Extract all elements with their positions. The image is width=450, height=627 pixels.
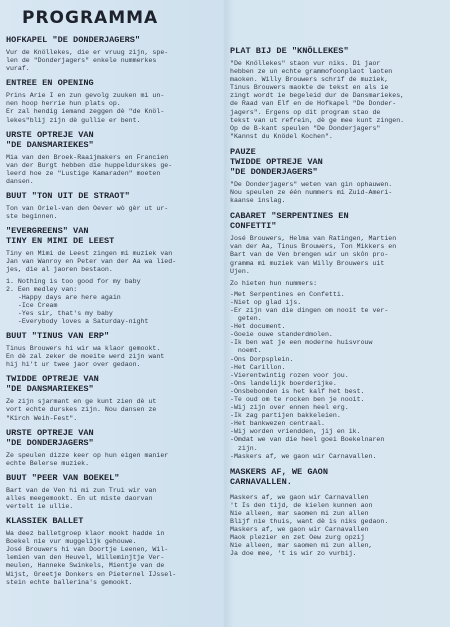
song-list: [230, 291, 446, 461]
list-item: -Ons landelijk boerderijke.: [230, 379, 337, 387]
section-paragraph: Vur de Knöllekes, die er vruug zijn, spe- len de "Donderjagers" enkele nummerkes vuraf.: [6, 49, 169, 73]
section-heading: "EVERGREENS" VAN TINY EN MIMI DE LEEST: [6, 226, 115, 247]
list-item: geten.: [230, 315, 262, 323]
list-item: 1. Nothing is too good for my baby: [6, 277, 141, 285]
song-list: [6, 278, 218, 327]
section-paragraph: Zo hieten hun nummers:: [230, 279, 318, 287]
section-heading: PAUZE TWIDDE OPTREJE VAN "DE DONDERJAGERS": [230, 146, 323, 177]
section-paragraph: "De Donderjagers" weten van gin ophauwen. Nou speulen ze één nummers mi Zuid-Ameri- kaanse inslag.: [230, 180, 393, 205]
section-heading: CABARET "SERPENTINES EN CONFETTI": [230, 211, 349, 232]
left-column: [6, 35, 218, 587]
list-item: -Niet op glad ijs.: [230, 298, 302, 306]
list-item: 2. Een medley van:: [6, 285, 78, 293]
list-item: -Er zijn van die dingen om nooit te ver-: [230, 306, 389, 314]
list-item: -Maskers af, we gaon wir Carnavallen.: [230, 452, 377, 460]
spacer: [230, 487, 446, 490]
list-item: -Het document.: [230, 323, 286, 331]
section-heading: ENTREE EN OPENING: [6, 78, 94, 89]
list-item: -Met Serpentines en Confetti.: [230, 290, 345, 298]
list-item: -Vierentwintig rozen voor jou.: [230, 371, 349, 379]
section-heading: TWIDDE OPTREJE VAN "DE DANSMARIEKES": [6, 374, 99, 395]
section-heading: BUUT "PEER VAN BOEKEL": [6, 472, 120, 483]
page-title: PROGRAMMA: [22, 8, 159, 28]
list-item: -Het Carillon.: [230, 363, 286, 371]
list-item: -Het bankwezen centraal.: [230, 420, 325, 428]
section-paragraph: José Brouwers, Helma van Ratingen, Martien van der Aa, Tinus Brouwers, Ton Mikkers en Bart van de Ven brengen wir un skôn pro- gramma mi muziek van Willy Brouwers uit Ujen.: [230, 235, 397, 275]
section-paragraph: Mia van den Broek-Raaijmakers en Francien van der Burgt hebben die huppeldurskes ge- leerd hoe ze "Lustige Kamaraden" moeten dansen.: [6, 153, 173, 185]
section-paragraph: Prins Arie I en zun gevolg zuuken mi un- nen hoop herrie hun plats op. Er zal hendig iemand zeggen dè "de Knöl- lekes"blij zijn dè gullie er bent.: [6, 92, 165, 124]
section-paragraph: Bart van de Ven hi mi zun Trui wir van alles meegemookt. En ut miste daorvan vertelt ie ullie.: [6, 486, 157, 510]
list-item: -Ik zag partijen bakkeleien.: [230, 412, 341, 420]
section-heading: HOFKAPEL "DE DONDERJAGERS": [6, 35, 141, 45]
list-item: -Omdat we van die heel goei Boekelnaren: [230, 436, 385, 444]
list-item: -Ik ben wat je een moderne huisvrouw: [230, 339, 373, 347]
section-heading: URSTE OPTREJE VAN "DE DONDERJAGERS": [6, 427, 94, 448]
list-item: -Wij zijn over ennen heel erg.: [230, 404, 349, 412]
section-heading: MASKERS AF, WE GAON CARNAVALLEN.: [230, 466, 328, 487]
list-item: noemt.: [230, 347, 262, 355]
section-heading: BUUT "TON UIT DE STRAOT": [6, 191, 130, 202]
section-heading: URSTE OPTREJE VAN "DE DANSMARIEKES": [6, 129, 94, 150]
list-item: -Everybody loves a Saturday-night: [6, 317, 149, 325]
list-item: -Ice Cream: [6, 301, 58, 309]
section-paragraph: Wa deez balletgroep klaor mookt hadde in Boekel nie vur muggelijk gehouwe. José Brouwers hi van Doortje Leenen, Wil- lemien van den Heuvel, Willeminjtje Ver- meulen, Hanneke Swinkels, Mientje van de Wijst, Greetje Donkers en Pieternel IJssel- stein echte ballerina's gemookt.: [6, 530, 177, 586]
section-paragraph: Maskers af, we gaon wir Carnavallen 't Is den tijd, de kielen kunnen aon Nie alleen, mar saomen mi zun allen Blijf nie thuis, want dè is niks gedaon. Maskers af, we gaon wir Carnavallen Maok plezier en zet Oew zurg opzij Nie alleen, mar saomen mi zun allen, Ja doe mee, 't is wir zo vurbij.: [230, 493, 389, 558]
list-item: -Te oud om te rocken ben je nooit.: [230, 396, 365, 403]
list-item: -Happy days are here again: [6, 293, 121, 301]
section-paragraph: Ze zijn sjarmant en ge kunt zien dè ut vort echte durskes zijn. Nou dansen ze "Kirch Weih-Fest".: [6, 398, 157, 422]
section-heading: KLASSIEK BALLET: [6, 516, 84, 527]
list-item: -Ons Dorpsplein.: [230, 355, 294, 363]
section-paragraph: Ton van Oriel-van den Oever wò gèr ut ur- ste beginnen.: [6, 205, 169, 221]
section-heading: BUUT "TINUS VAN ERP": [6, 331, 110, 342]
list-item: -Wij worden vriendden, jij en ik.: [230, 428, 361, 436]
right-column: [230, 40, 446, 559]
list-item: zijn.: [230, 444, 258, 452]
section-paragraph: "De Knöllekes" staon vur niks. Di jaor hebben ze un echte grammofoonplaot laoten maoken. Willy Brouwers schrif de muziek, Tinus Brouwers maokte de tekst en als ie zingt wordt ie begeleid dur de Dansmariekes, de Raad van Elf en de Hofkapel "De Donder- jagers". Ergens op dit program stao de tekst van ut refrein, dè ge mee kunt zingen. Op de B-kant speulen "De Donderjagers" "Kannst du Knödel Kochen".: [230, 60, 405, 140]
section-paragraph: Tiny en Mimi de Leest zingen mi muziek van Jan van Wanroy en Peter van der Aa wa lied- jes, die al jaoren bestaon.: [6, 250, 177, 274]
list-item: -Goeie ouwe standerdmolen.: [230, 331, 333, 339]
list-item: -Yes sir, that's my baby: [6, 309, 113, 317]
section-heading: PLAT BIJ DE "KNÖLLEKES": [230, 46, 349, 56]
list-item: -Onsbebonden is het kalf het best.: [230, 387, 365, 395]
section-paragraph: Tinus Brouwers hi wir wa klaor gemookt. En dè zal zeker de moeite werd zijn want hij hi't ur twee jaor over gedaon.: [6, 345, 165, 369]
section-paragraph: Ze speulen dizze keer op hun eigen manier echte Belerse muziek.: [6, 451, 169, 467]
